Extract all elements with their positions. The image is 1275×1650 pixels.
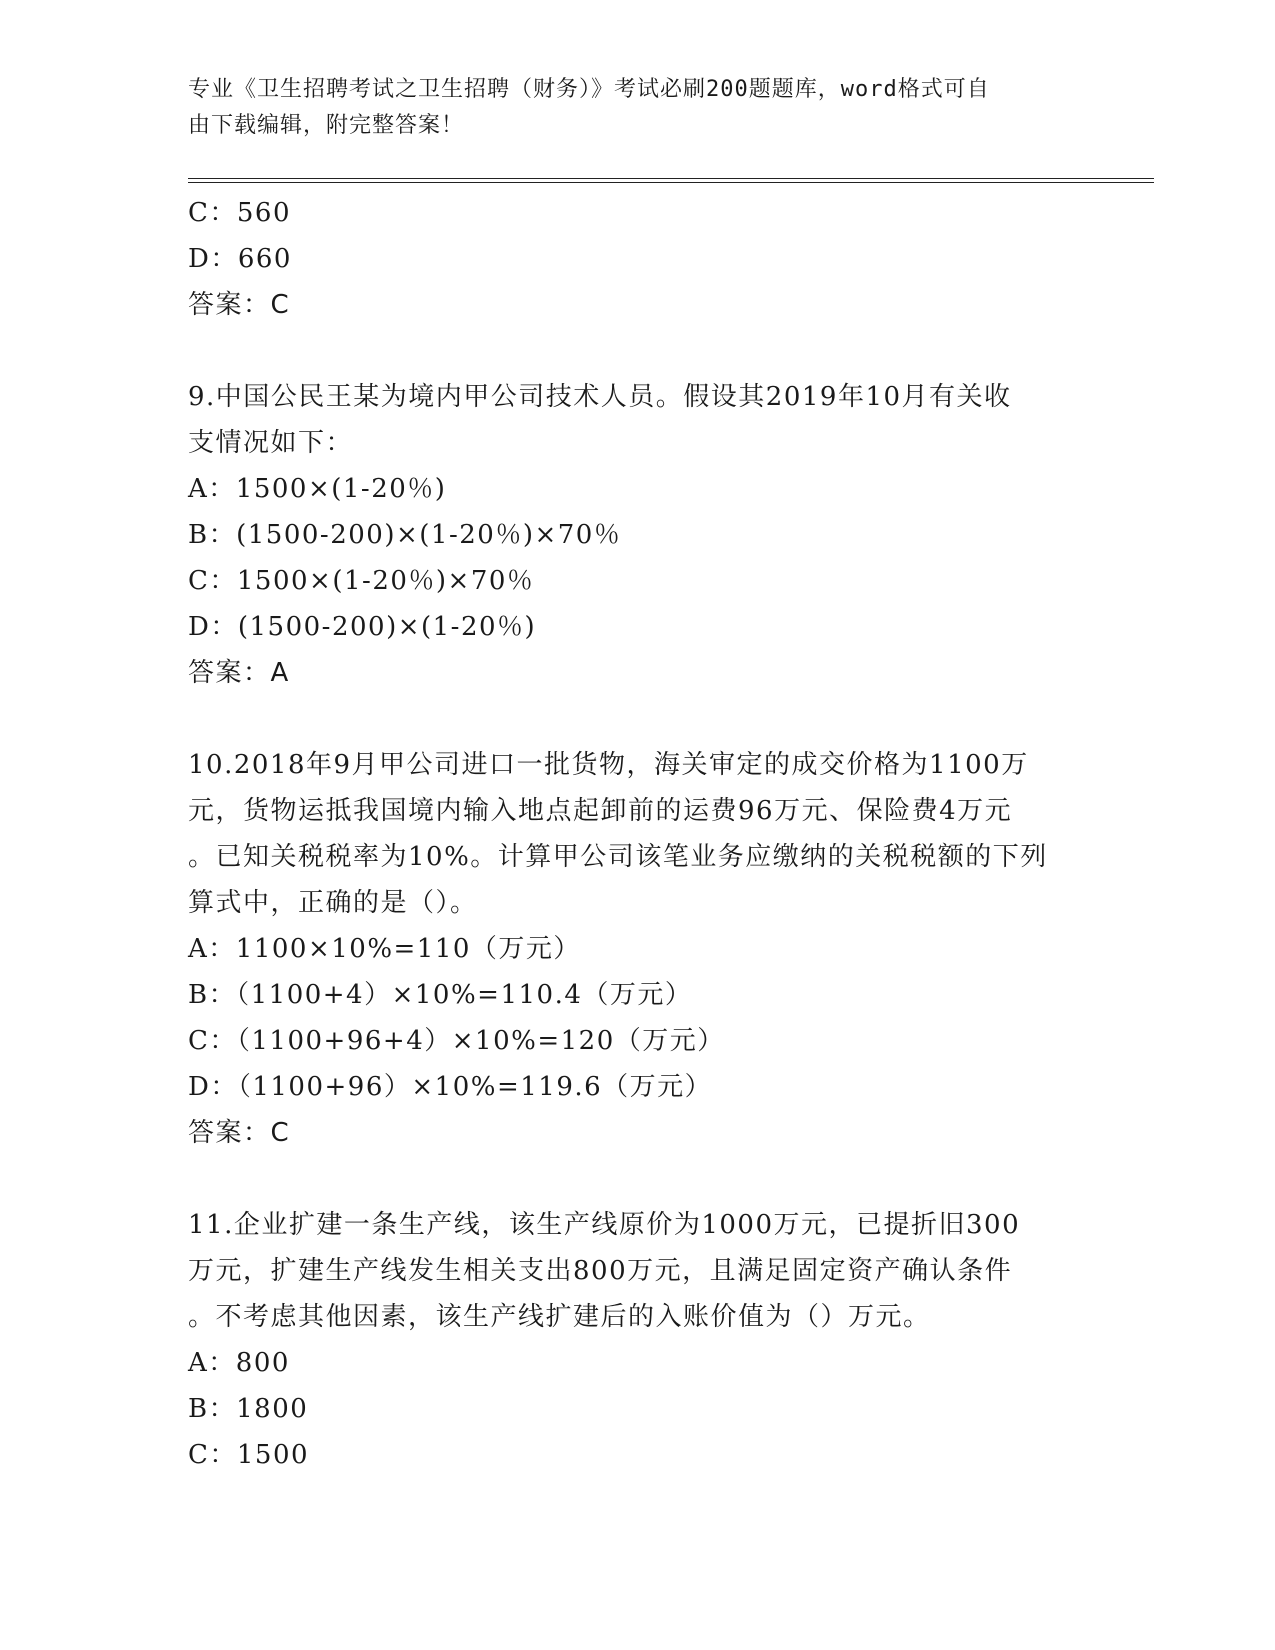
question-9 [188,374,1088,696]
header-divider-bottom [188,182,1154,183]
option-c: C：1500×(1-20％)×70％ [188,566,535,596]
question-stem: 。已知关税税率为10%。计算甲公司该笔业务应缴纳的关税税额的下列 [188,842,1048,872]
question-stem: 算式中，正确的是（）。 [188,888,478,918]
header-divider-top [188,178,1154,179]
question-stem: 支情况如下： [188,428,354,458]
option-c: C：（1100+96+4）×10%=120（万元） [188,1026,725,1056]
question-stem: 10.2018年9月甲公司进口一批货物，海关审定的成交价格为1100万 [188,750,1029,780]
option-b: B：(1500-200)×(1-20％)×70％ [188,520,622,550]
option-a: A：1500×(1-20％) [188,474,447,504]
document-header [188,72,1078,144]
option-a: A：800 [188,1348,290,1378]
option-d: D：（1100+96）×10%=119.6（万元） [188,1072,713,1102]
option-b: B：1800 [188,1394,309,1424]
answer: 答案：A [188,658,290,688]
question-stem: 万元，扩建生产线发生相关支出800万元，且满足固定资产确认条件 [188,1256,1013,1286]
answer: 答案：C [188,290,291,320]
header-line-2: 由下载编辑，附完整答案！ [188,113,465,138]
question-stem: 。不考虑其他因素，该生产线扩建后的入账价值为（）万元。 [188,1302,931,1332]
option-c: C：1500 [188,1440,310,1470]
answer: 答案：C [188,1118,291,1148]
option-a: A：1100×10%=110（万元） [188,934,581,964]
question-stem: 元，货物运抵我国境内输入地点起卸前的运费96万元、保险费4万元 [188,796,1013,826]
option-d: D：660 [188,244,292,274]
option-d: D：(1500-200)×(1-20％) [188,612,537,642]
header-line-1: 专业《卫生招聘考试之卫生招聘（财务）》考试必刷200题题库，word格式可自 [188,77,990,102]
question-11 [188,1202,1088,1478]
spacer [188,328,1088,374]
spacer [188,696,1088,742]
question-10 [188,742,1088,1156]
spacer [188,1156,1088,1202]
option-c: C：560 [188,198,292,228]
document-body [188,190,1088,1478]
question-stem: 11.企业扩建一条生产线，该生产线原价为1000万元，已提折旧300 [188,1210,1021,1240]
option-b: B：（1100+4）×10%=110.4（万元） [188,980,693,1010]
question-stem: 9.中国公民王某为境内甲公司技术人员。假设其2019年10月有关收 [188,382,1012,412]
question-8-tail [188,190,1088,328]
